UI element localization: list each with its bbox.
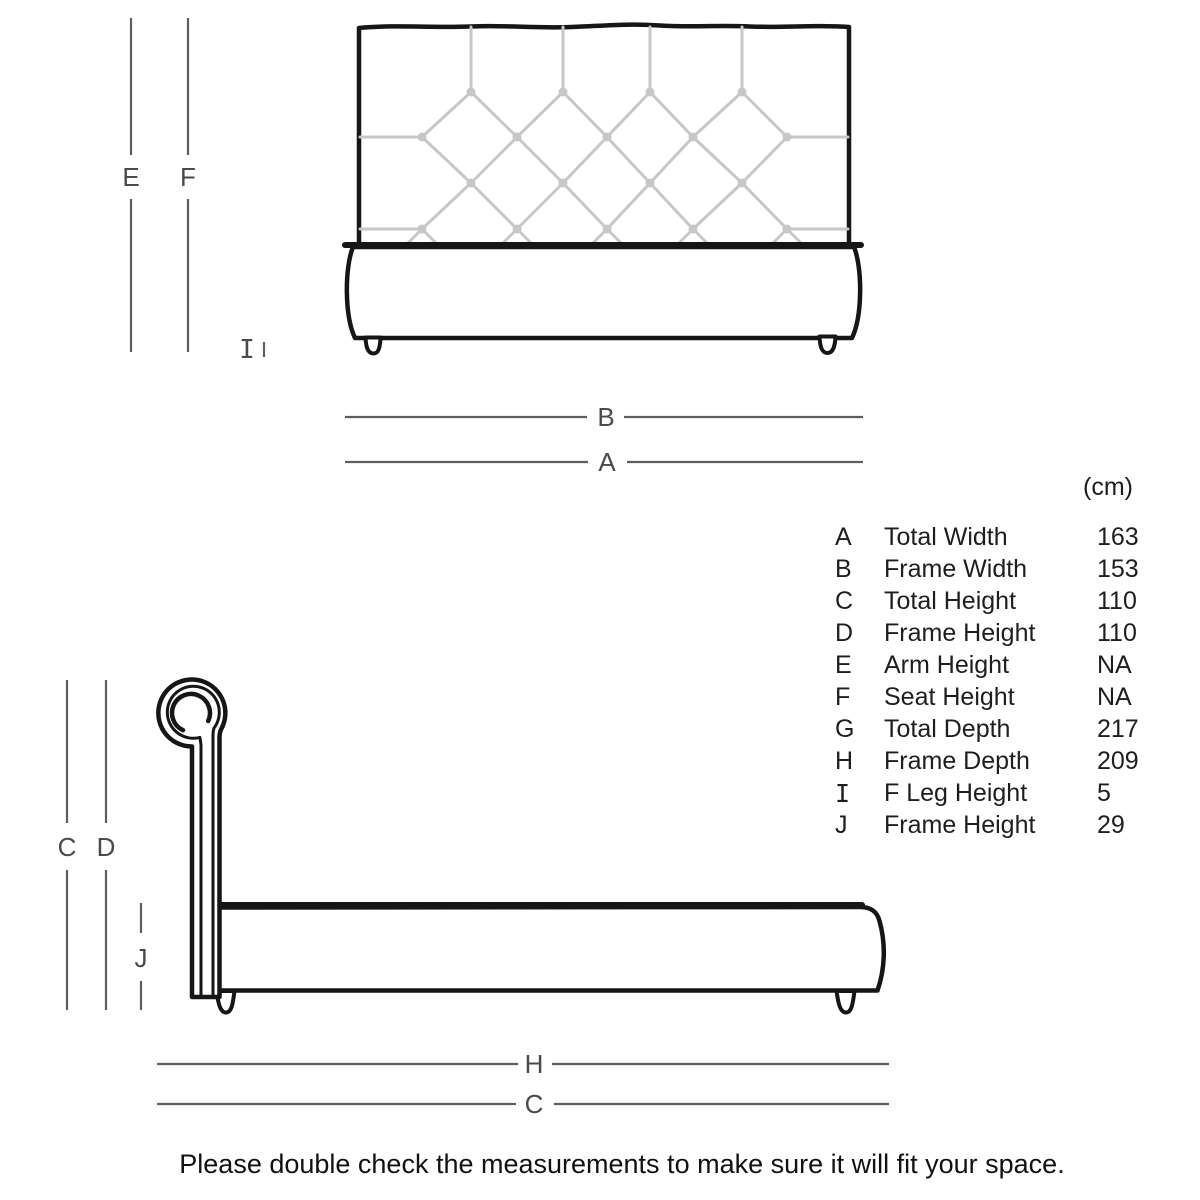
row-letter: J — [835, 810, 848, 839]
table-row — [835, 553, 1165, 585]
table-row — [835, 585, 1165, 617]
side-frame-outline — [217, 907, 884, 991]
label-arm-height-e: E — [122, 162, 140, 192]
row-letter: E — [835, 650, 852, 679]
front-view-drawing — [345, 25, 861, 354]
label-leg-height-i: I — [239, 335, 255, 365]
row-label: Frame Height — [884, 810, 1036, 839]
row-label: Frame Height — [884, 618, 1036, 647]
row-label: Frame Depth — [884, 746, 1030, 775]
row-label: Total Height — [884, 586, 1017, 615]
row-letter: C — [835, 586, 854, 615]
front-right-leg — [820, 337, 836, 354]
unit-header: (cm) — [1083, 473, 1133, 501]
row-value: 29 — [1097, 810, 1125, 839]
table-row — [835, 809, 1165, 841]
row-value: 110 — [1097, 586, 1137, 615]
row-letter: I — [835, 778, 851, 808]
side-right-leg — [837, 991, 855, 1013]
row-letter: F — [835, 682, 851, 711]
row-letter: A — [835, 522, 852, 551]
measurement-disclaimer: Please double check the measurements to make sure it will fit your space. — [179, 1149, 1065, 1179]
table-row — [835, 649, 1165, 681]
measurements-rows — [835, 521, 1165, 841]
label-total-width-a: A — [598, 447, 616, 477]
label-frame-height-j: J — [134, 943, 148, 973]
row-label: Total Width — [884, 522, 1008, 551]
front-left-leg — [366, 338, 381, 354]
row-value: 153 — [1097, 554, 1139, 583]
label-frame-depth-h: H — [524, 1049, 544, 1079]
front-base-outline — [347, 247, 860, 338]
label-total-height-c: C — [57, 832, 77, 862]
table-row — [835, 521, 1165, 553]
row-value: NA — [1097, 650, 1132, 679]
table-row — [835, 713, 1165, 745]
side-view-drawing — [158, 680, 883, 1013]
row-letter: H — [835, 746, 854, 775]
row-label: Seat Height — [884, 682, 1015, 711]
label-frame-width-b: B — [597, 402, 615, 432]
row-label: Arm Height — [884, 650, 1010, 679]
row-label: Total Depth — [884, 714, 1011, 743]
table-row — [835, 681, 1165, 713]
row-value: 5 — [1097, 778, 1111, 807]
row-label: Frame Width — [884, 554, 1028, 583]
row-value: 209 — [1097, 746, 1139, 775]
row-letter: G — [835, 714, 855, 743]
table-row — [835, 777, 1165, 809]
row-value: 110 — [1097, 618, 1137, 647]
label-frame-height-d: D — [96, 832, 116, 862]
row-letter: B — [835, 554, 852, 583]
label-seat-height-f: F — [180, 162, 196, 192]
row-value: NA — [1097, 682, 1132, 711]
row-value: 217 — [1097, 714, 1139, 743]
label-total-depth-c-bottom: C — [524, 1089, 544, 1119]
row-label: F Leg Height — [884, 778, 1028, 807]
table-row — [835, 617, 1165, 649]
table-row — [835, 745, 1165, 777]
row-value: 163 — [1097, 522, 1139, 551]
row-letter: D — [835, 618, 854, 647]
